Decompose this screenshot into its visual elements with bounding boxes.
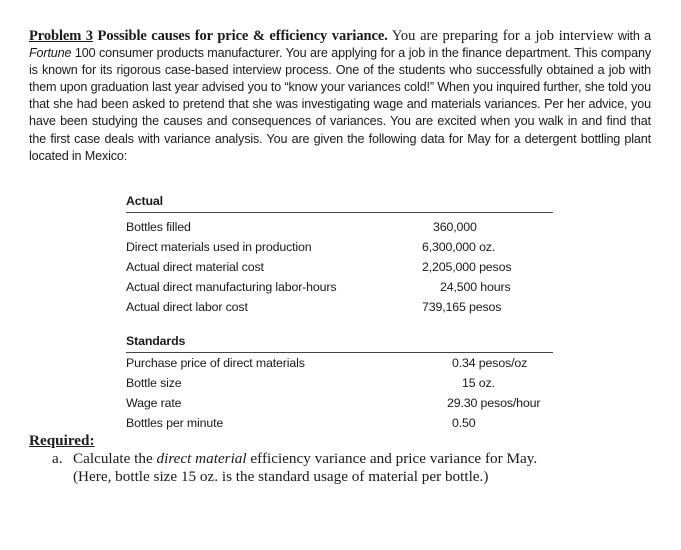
table-row — [126, 393, 553, 413]
problem-lead: You are preparing for a job interview — [387, 28, 614, 44]
requirement-text-1: Calculate the — [73, 450, 157, 467]
table-row — [126, 217, 553, 237]
actual-heading: Actual — [126, 192, 553, 213]
row-label: Bottles per minute — [126, 416, 224, 430]
standards-heading: Standards — [126, 332, 553, 353]
table-row — [126, 353, 553, 373]
requirement-note-text: (Here, bottle size 15 oz. is the standard usage of material per bottle.) — [73, 468, 489, 485]
row-value: 29.30 pesos/hour — [447, 396, 541, 410]
problem-title — [29, 28, 388, 44]
table-row — [126, 297, 553, 317]
problem-body-1: with a — [613, 29, 651, 43]
row-label: Actual direct material cost — [126, 260, 264, 274]
row-label: Actual direct manufacturing labor-hours — [126, 280, 337, 294]
row-label: Wage rate — [126, 396, 182, 410]
requirement-a-note — [29, 468, 537, 486]
row-label: Bottles filled — [126, 220, 191, 234]
fortune-text: Fortune — [29, 46, 72, 61]
table-row — [126, 373, 553, 393]
row-value: 15 oz. — [462, 376, 495, 390]
problem-number: Problem 3 — [29, 28, 93, 44]
requirement-a — [29, 450, 537, 468]
row-label: Actual direct labor cost — [126, 300, 248, 314]
actual-table — [126, 192, 553, 317]
row-value: 739,165 pesos — [422, 300, 502, 314]
required-heading: Required: — [29, 432, 95, 449]
problem-title-text: Possible causes for price & efficiency variance. — [92, 28, 388, 44]
row-value: 2,205,000 pesos — [422, 260, 512, 274]
table-row — [126, 237, 553, 257]
required-section — [29, 432, 537, 486]
requirement-marker: a. — [52, 450, 63, 467]
row-value: 0.34 pesos/oz — [452, 356, 528, 370]
row-value: 6,300,000 oz. — [422, 240, 496, 254]
problem-statement — [29, 28, 651, 165]
row-value: 0.50 — [452, 416, 476, 430]
requirement-text-2: efficiency variance and price variance for May. — [246, 450, 538, 467]
table-row — [126, 413, 553, 433]
requirement-emphasis: direct material — [156, 450, 247, 467]
row-label: Bottle size — [126, 376, 182, 390]
problem-body-2: 100 consumer products manufacturer. You are applying for a job in the finance department. This company is known for its rigorous case-based interview process. One of the students who successfully obtained a job with them upon graduation last year advised you to “know your variances cold!” When you inquired further, she told you that she had been asked to pretend that she was investigating wage and materials variances. Per her advice, you have been studying the causes and consequences of variances. You are excited when you walk in and find that the first case deals with variance analysis. You are given the following data for May for a detergent bottling plant located in Mexico: — [29, 46, 651, 163]
row-label: Direct materials used in production — [126, 240, 312, 254]
table-row — [126, 257, 553, 277]
row-value: 24,500 hours — [440, 280, 511, 294]
table-row — [126, 277, 553, 297]
row-label: Purchase price of direct materials — [126, 356, 305, 370]
standards-table — [126, 332, 553, 433]
row-value: 360,000 — [433, 220, 477, 234]
